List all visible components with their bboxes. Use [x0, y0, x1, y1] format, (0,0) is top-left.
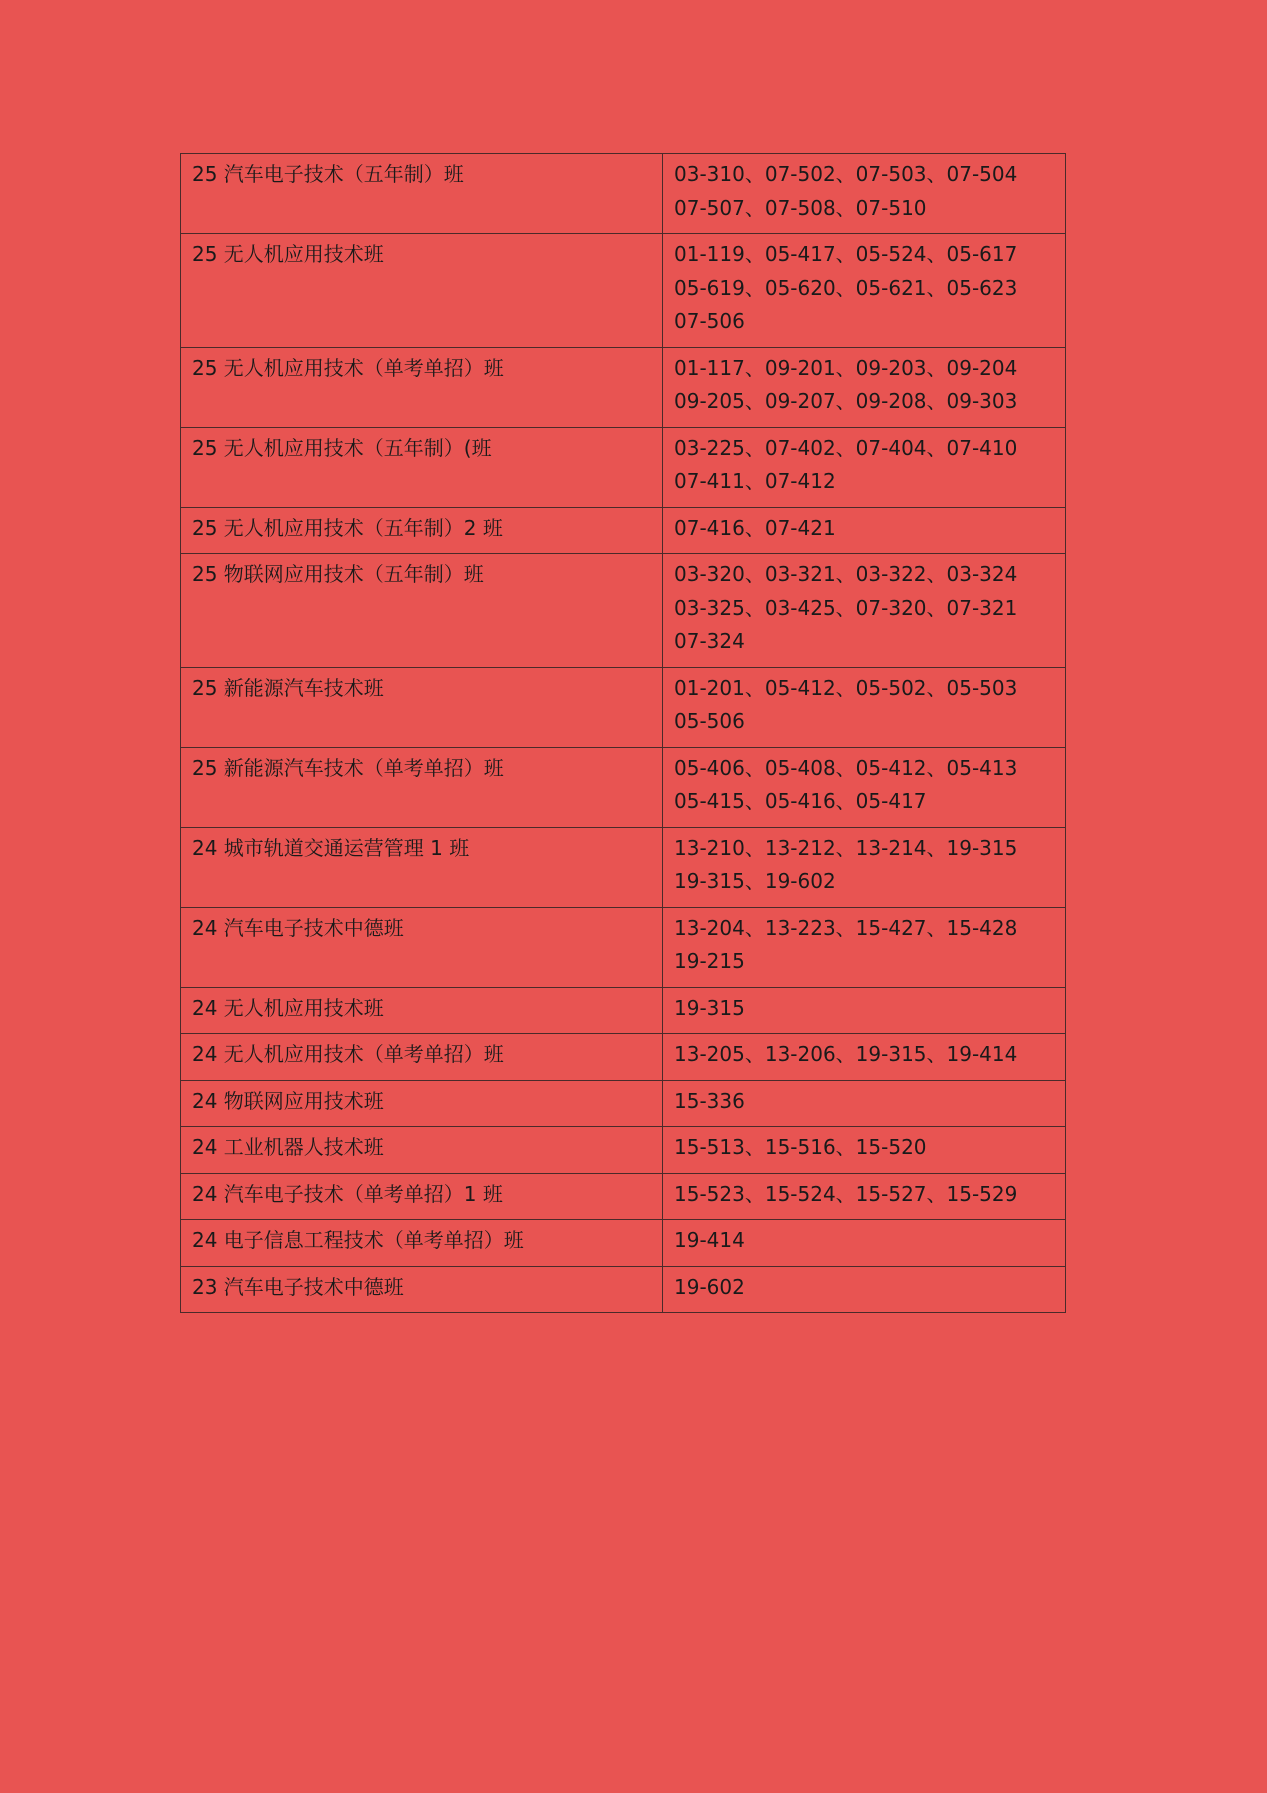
class-name: 24 汽车电子技术中德班: [192, 915, 404, 940]
class-name-cell: [181, 667, 663, 747]
table-row: [181, 1034, 1066, 1081]
room-list-cell: [663, 1266, 1066, 1313]
room-list-line: 01-201、05-412、05-502、05-503: [674, 675, 1018, 700]
room-list-line: 15-513、15-516、15-520: [674, 1135, 927, 1159]
table-row: [181, 747, 1066, 827]
room-list-line: 13-210、13-212、13-214、19-315: [674, 835, 1018, 860]
table-row: [181, 1080, 1066, 1127]
room-list-cell: [663, 234, 1066, 348]
class-room-table: [180, 153, 1066, 1313]
class-name-cell: [181, 827, 663, 907]
class-name-cell: [181, 1034, 663, 1081]
room-list-line: 07-507、07-508、07-510: [674, 195, 927, 220]
class-name: 24 城市轨道交通运营管理 1 班: [192, 835, 470, 860]
room-list-cell: [663, 1173, 1066, 1220]
class-name-cell: [181, 1266, 663, 1313]
room-list-cell: [663, 154, 1066, 234]
class-name-cell: [181, 154, 663, 234]
class-name: 25 无人机应用技术（五年制）(班: [192, 435, 492, 460]
table-row: [181, 827, 1066, 907]
room-list-cell: [663, 987, 1066, 1034]
table-row: [181, 427, 1066, 507]
class-name-cell: [181, 987, 663, 1034]
room-list-line: 07-506: [674, 309, 745, 333]
room-list-line: 07-411、07-412: [674, 469, 836, 493]
class-name-cell: [181, 907, 663, 987]
room-list-line: 07-416、07-421: [674, 515, 836, 540]
room-list-cell: [663, 1127, 1066, 1174]
room-list-line: 19-602: [674, 1274, 745, 1299]
room-list-line: 09-205、09-207、09-208、09-303: [674, 389, 1018, 413]
room-list-line: 15-523、15-524、15-527、15-529: [674, 1181, 1018, 1206]
room-list-line: 05-406、05-408、05-412、05-413: [674, 755, 1018, 780]
class-name-cell: [181, 1127, 663, 1174]
class-name: 24 汽车电子技术（单考单招）1 班: [192, 1181, 503, 1206]
class-name-cell: [181, 747, 663, 827]
class-name-cell: [181, 427, 663, 507]
room-list-cell: [663, 1080, 1066, 1127]
table-row: [181, 987, 1066, 1034]
class-name-cell: [181, 554, 663, 668]
room-list-line: 05-619、05-620、05-621、05-623: [674, 275, 1018, 300]
table-row: [181, 507, 1066, 554]
room-list-cell: [663, 347, 1066, 427]
table-row: [181, 154, 1066, 234]
class-name-cell: [181, 1080, 663, 1127]
table-row: [181, 667, 1066, 747]
table-row: [181, 1173, 1066, 1220]
class-name: 24 无人机应用技术班: [192, 995, 384, 1020]
class-name-cell: [181, 507, 663, 554]
class-name: 25 无人机应用技术（五年制）2 班: [192, 515, 503, 540]
room-list-cell: [663, 747, 1066, 827]
room-list-line: 01-119、05-417、05-524、05-617: [674, 242, 1018, 266]
room-list-cell: [663, 667, 1066, 747]
table-row: [181, 1220, 1066, 1267]
room-list-line: 07-324: [674, 629, 745, 653]
room-list-line: 03-325、03-425、07-320、07-321: [674, 595, 1018, 620]
room-list-cell: [663, 507, 1066, 554]
class-name: 25 无人机应用技术（单考单招）班: [192, 355, 504, 380]
room-list-line: 05-415、05-416、05-417: [674, 789, 927, 813]
room-list-cell: [663, 907, 1066, 987]
room-list-cell: [663, 1034, 1066, 1081]
class-name: 25 汽车电子技术（五年制）班: [192, 162, 464, 186]
room-list-cell: [663, 427, 1066, 507]
table-row: [181, 554, 1066, 668]
table-row: [181, 1127, 1066, 1174]
class-name: 23 汽车电子技术中德班: [192, 1274, 404, 1299]
class-name-cell: [181, 347, 663, 427]
table-row: [181, 234, 1066, 348]
class-name: 25 无人机应用技术班: [192, 242, 384, 266]
class-name-cell: [181, 1220, 663, 1267]
class-name: 24 电子信息工程技术（单考单招）班: [192, 1228, 524, 1252]
class-name-cell: [181, 1173, 663, 1220]
room-list-line: 15-336: [674, 1088, 745, 1113]
room-list-line: 19-414: [674, 1228, 745, 1252]
class-name: 24 无人机应用技术（单考单招）班: [192, 1042, 504, 1066]
class-name-cell: [181, 234, 663, 348]
table-row: [181, 347, 1066, 427]
room-list-line: 03-310、07-502、07-503、07-504: [674, 162, 1018, 186]
room-list-cell: [663, 1220, 1066, 1267]
table-row: [181, 907, 1066, 987]
class-name: 24 工业机器人技术班: [192, 1135, 384, 1159]
table-row: [181, 1266, 1066, 1313]
room-list-line: 13-205、13-206、19-315、19-414: [674, 1042, 1018, 1066]
room-list-line: 13-204、13-223、15-427、15-428: [674, 915, 1018, 940]
room-list-line: 19-215: [674, 949, 745, 973]
class-name: 25 新能源汽车技术（单考单招）班: [192, 755, 504, 780]
room-list-line: 03-225、07-402、07-404、07-410: [674, 435, 1018, 460]
class-name: 24 物联网应用技术班: [192, 1088, 384, 1113]
table-body: [181, 154, 1066, 1313]
room-list-cell: [663, 554, 1066, 668]
room-list-line: 19-315、19-602: [674, 869, 836, 893]
class-name: 25 新能源汽车技术班: [192, 675, 384, 700]
room-list-line: 05-506: [674, 709, 745, 733]
room-list-line: 19-315: [674, 995, 745, 1020]
room-list-line: 01-117、09-201、09-203、09-204: [674, 355, 1018, 380]
room-list-line: 03-320、03-321、03-322、03-324: [674, 562, 1018, 586]
room-list-cell: [663, 827, 1066, 907]
class-name: 25 物联网应用技术（五年制）班: [192, 562, 484, 586]
